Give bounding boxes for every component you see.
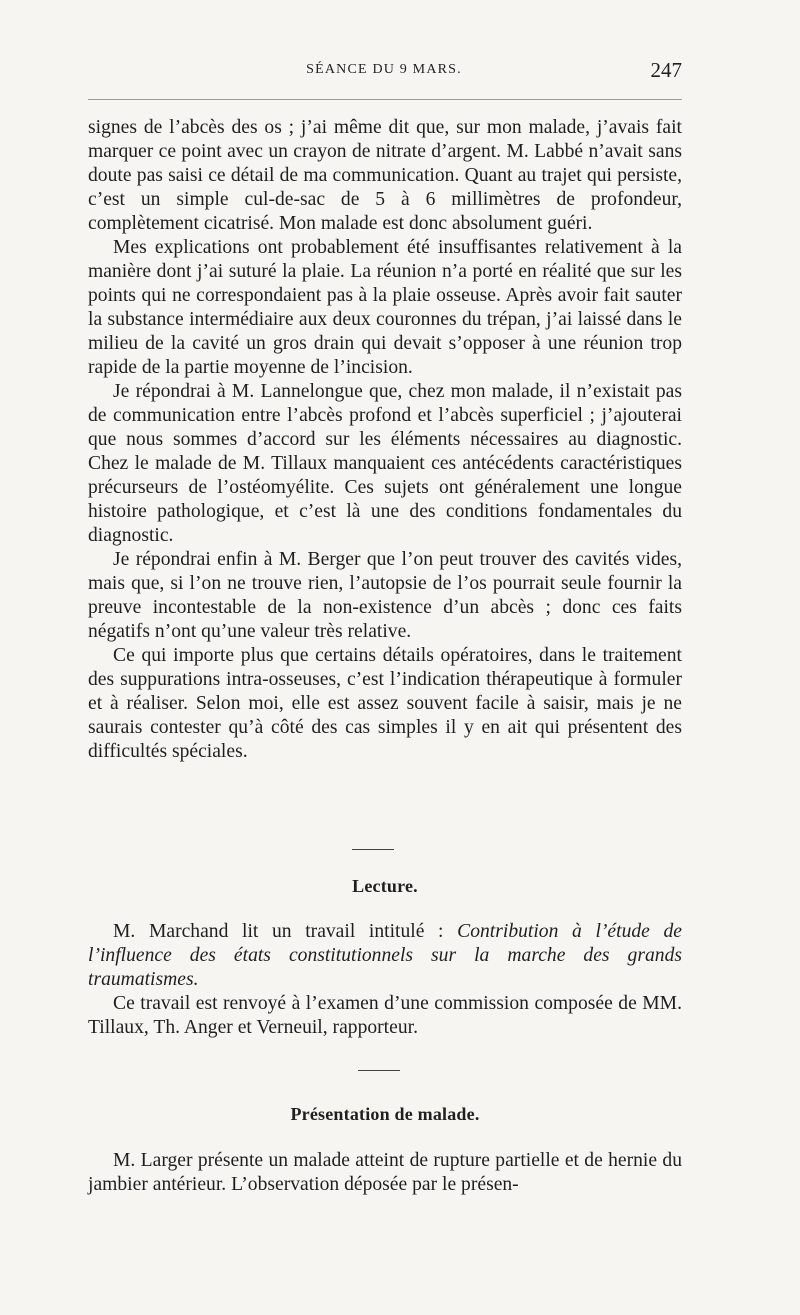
lecture-title: Contribution à l’étude de l’influence des états constitutionnels sur la marche des grands traumatismes.	[88, 921, 682, 990]
presentation-heading: Présentation de malade.	[290, 1104, 480, 1124]
lecture-heading: Lecture.	[352, 876, 418, 896]
page-number: 247	[650, 58, 682, 82]
main-text	[88, 116, 682, 764]
presentation-section	[88, 1149, 682, 1197]
page-header	[86, 58, 682, 86]
header-rule	[88, 99, 682, 100]
section-divider-2	[358, 1070, 400, 1071]
paragraph-reply-berger: Je répondrai enfin à M. Berger que l’on peut trouver des cavités vides, mais que, si l’on ne trouve rien, l’autopsie de l’os pourrait seule fournir la preuve incontestable de la non-existence d’un abcès ; donc ces faits négatifs n’ont qu’une valeur très relative.	[88, 549, 682, 642]
presentation-paragraph: M. Larger présente un malade atteint de rupture partielle et de hernie du jambier antérieur. L’observation déposée par le présen-	[88, 1150, 682, 1195]
lecture-section	[88, 920, 682, 1040]
continued-paragraph: signes de l’abcès des os ; j’ai même dit que, sur mon malade, j’avais fait marquer ce point avec un crayon de nitrate d’argent. M. Labbé n’avait sans doute pas saisi ce détail de ma communication. Quant au trajet qui persiste, c’est un simple cul-de-sac de 5 à 6 millimètres de profondeur, complètement cicatrisé. Mon malade est donc absolument guéri.	[88, 117, 682, 234]
section-divider-1	[352, 849, 394, 850]
running-head: SÉANCE DU 9 MARS.	[306, 62, 462, 77]
lecture-paragraph	[88, 920, 682, 992]
paragraph-reply-lannelongue: Je répondrai à M. Lannelongue que, chez mon malade, il n’existait pas de communication entre l’abcès profond et l’abcès superficiel ; j’ajouterai que nous sommes d’accord sur les éléments nécessaires au diagnostic. Chez le malade de M. Tillaux manquaient ces antécédents caractéristiques précurseurs de l’ostéomyélite. Ces sujets ont généralement une longue histoire pathologique, et c’est là une des conditions fondamentales du diagnostic.	[88, 381, 682, 546]
paragraph-therapeutic-indication: Ce qui importe plus que certains détails opératoires, dans le traitement des suppurations intra-osseuses, c’est l’indication thérapeutique à formuler et à réaliser. Selon moi, elle est assez souvent facile à saisir, mais je ne saurais contester qu’à côté des cas simples il y en ait qui présentent des difficultés spéciales.	[88, 645, 682, 762]
lecture-intro: M. Marchand lit un travail intitulé :	[113, 921, 458, 942]
paragraph-explanations: Mes explications ont probablement été insuffisantes relativement à la manière dont j’ai suturé la plaie. La réunion n’a porté en réalité que sur les points qui ne correspondaient pas à la plaie osseuse. Après avoir fait sauter la substance intermédiaire aux deux couronnes du trépan, j’ai laissé dans le milieu de la cavité un gros drain qui devait s’opposer à une réunion trop rapide de la partie moyenne de l’incision.	[88, 237, 682, 378]
lecture-commission: Ce travail est renvoyé à l’examen d’une commission composée de MM. Tillaux, Th. Anger et Verneuil, rapporteur.	[88, 993, 682, 1038]
